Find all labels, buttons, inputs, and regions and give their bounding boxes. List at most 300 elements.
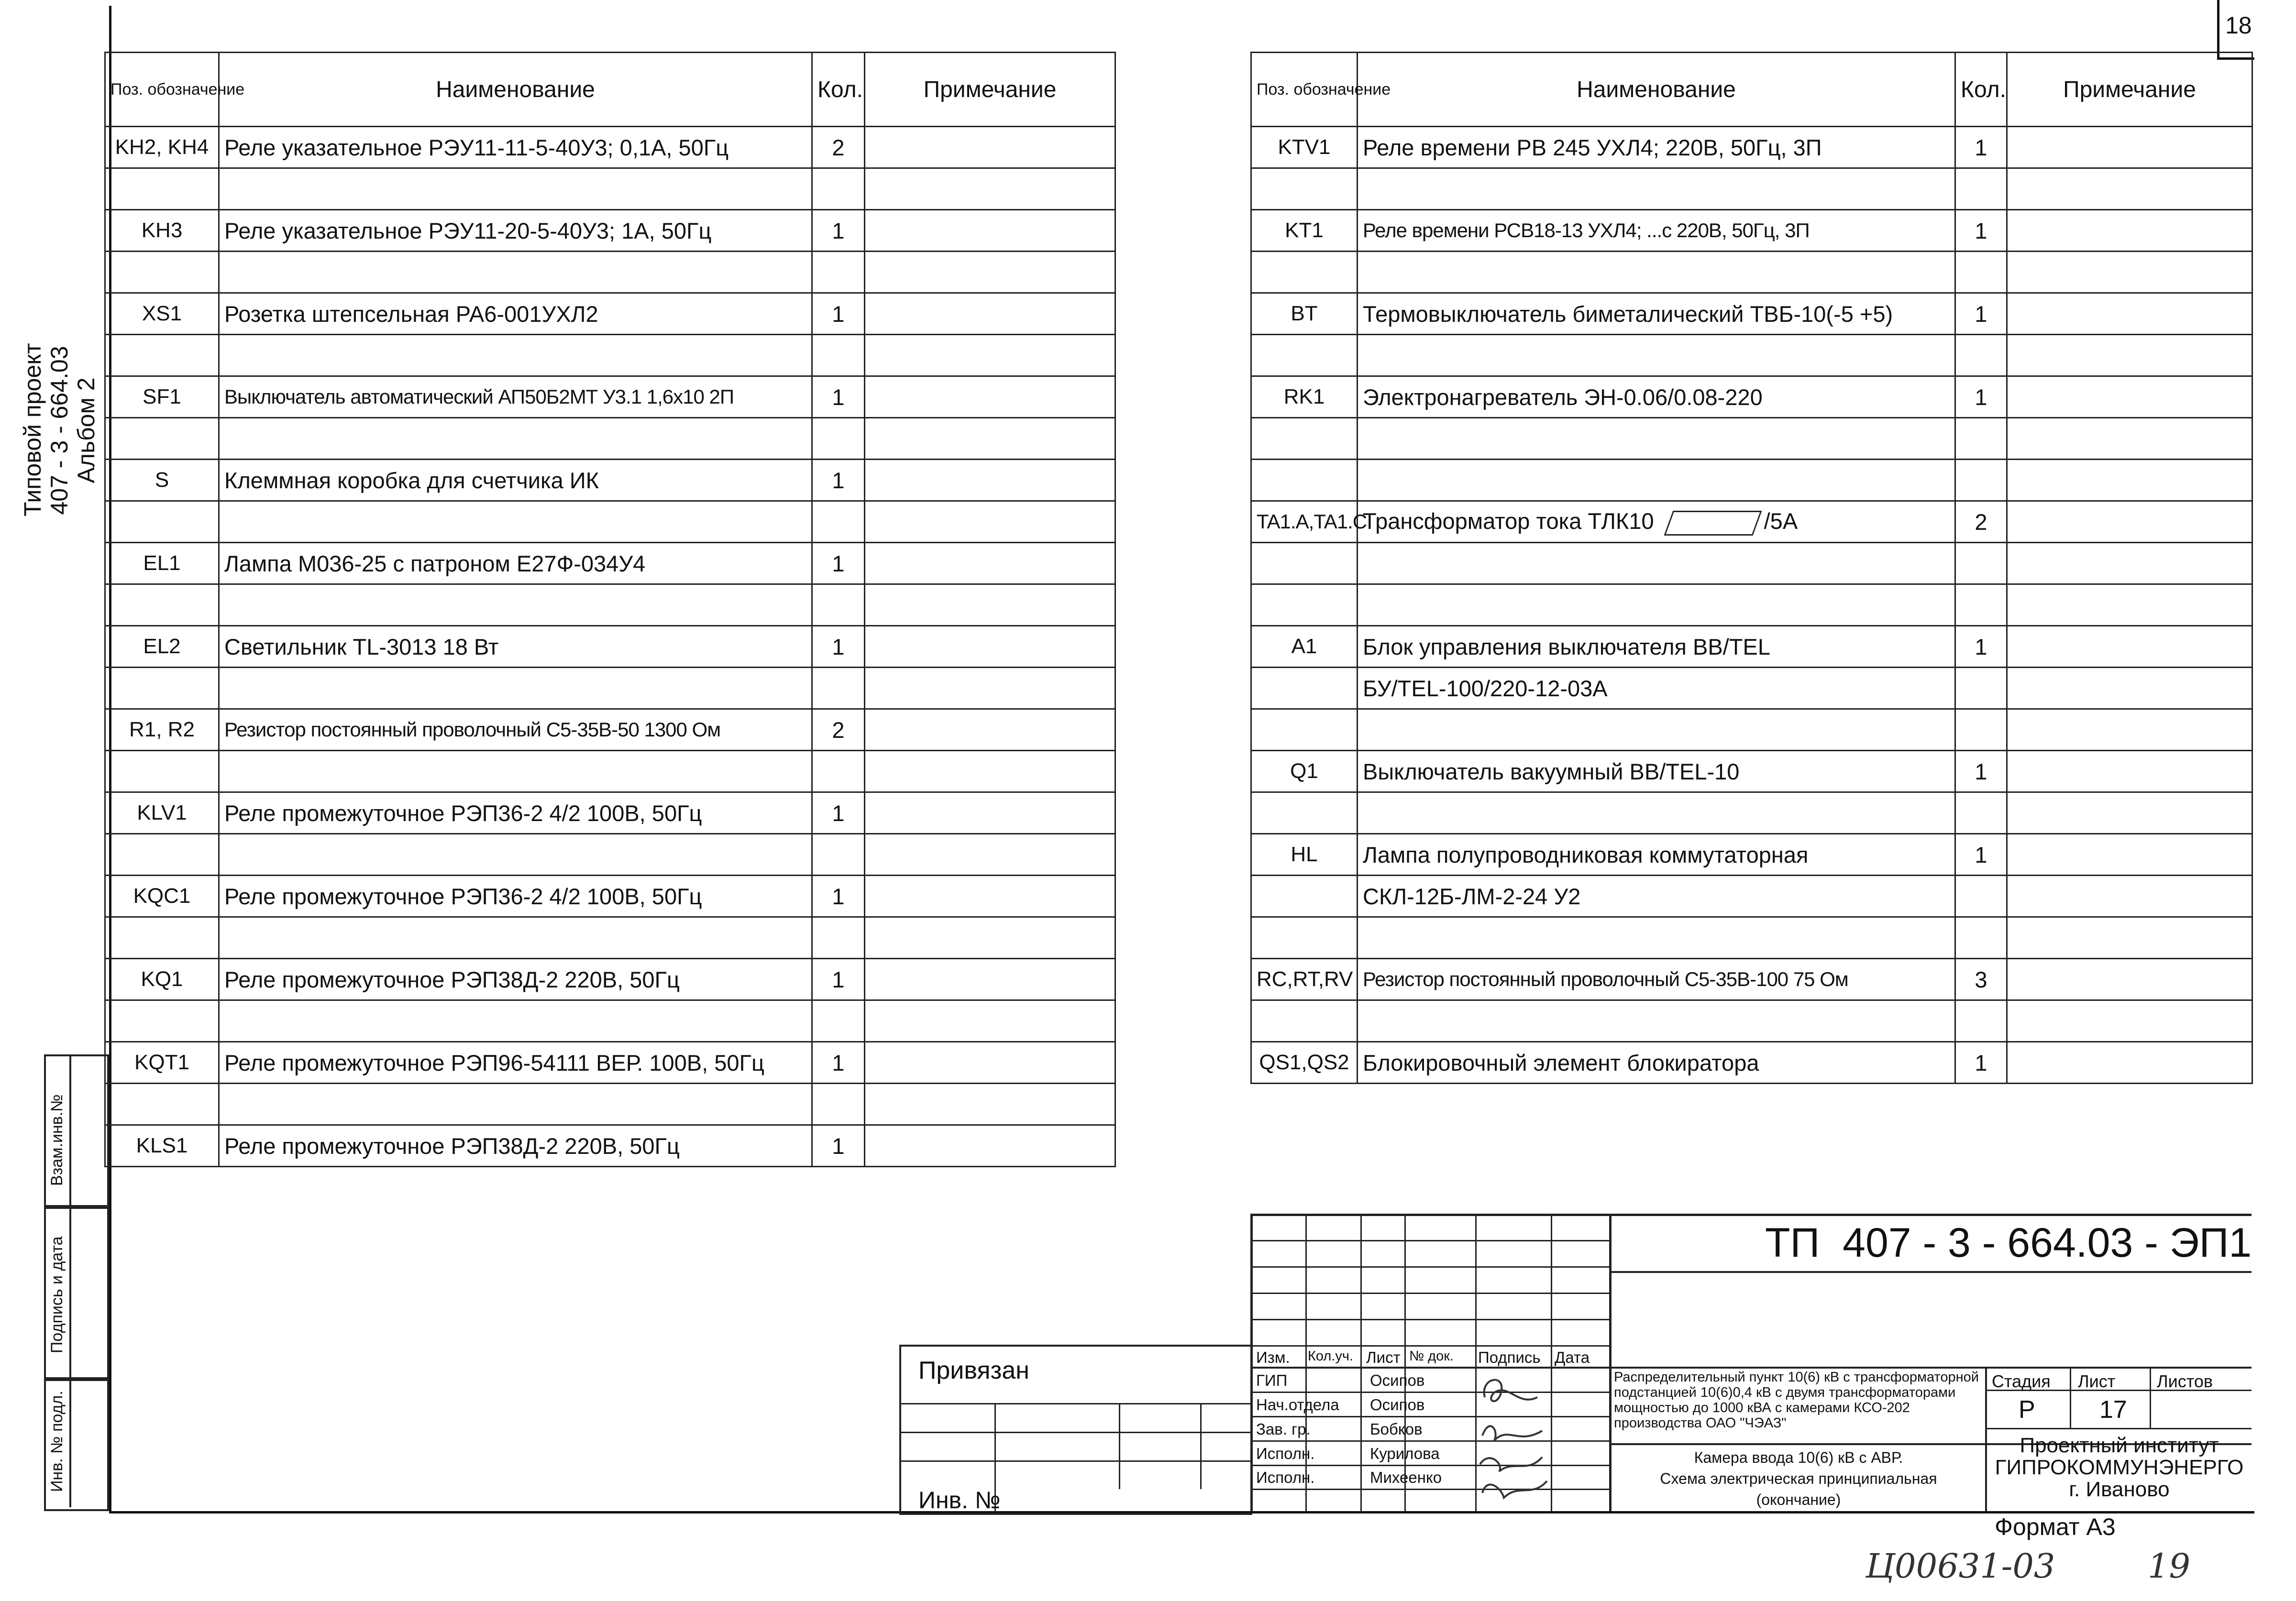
cell-name	[1358, 252, 1955, 293]
cell-qty: 1	[812, 1042, 865, 1084]
role-gip: ГИП	[1256, 1371, 1288, 1389]
table-row	[105, 834, 1115, 876]
table-row	[1251, 460, 2252, 501]
cell-pos: KLS1	[105, 1125, 219, 1167]
cell-qty: 2	[812, 127, 865, 168]
role-ispoln-2: Исполн.	[1256, 1469, 1315, 1486]
cell-note	[865, 543, 1115, 584]
cell-name	[1358, 1000, 1955, 1042]
cell-qty: 1	[1955, 834, 2007, 876]
sheet-description-line1: Камера ввода 10(6) кВ с АВР.	[1694, 1449, 1903, 1466]
cell-note	[865, 335, 1115, 376]
cell-qty: 1	[1955, 210, 2007, 252]
signature-3	[1480, 1457, 1542, 1471]
cell-note	[2007, 335, 2252, 376]
cell-pos	[105, 501, 219, 543]
cell-qty: 1	[1955, 127, 2007, 168]
table-row	[105, 959, 1115, 1000]
side-divider	[69, 1054, 71, 1507]
cell-note	[865, 792, 1115, 834]
table-row	[105, 501, 1115, 543]
cell-name: Реле времени РВ 245 УХЛ4; 220В, 50Гц, 3П	[1358, 127, 1955, 168]
cell-pos	[105, 168, 219, 210]
handwritten-page-number: 19	[2148, 1546, 2191, 1586]
table-row	[1251, 751, 2252, 792]
cell-pos	[1251, 709, 1358, 751]
col-label-kolуch: Кол.уч.	[1308, 1349, 1354, 1364]
cell-note	[865, 584, 1115, 626]
cell-name	[1358, 335, 1955, 376]
table-row	[105, 1125, 1115, 1167]
cell-qty	[812, 1084, 865, 1125]
table-row	[105, 127, 1115, 168]
cell-pos	[105, 252, 219, 293]
col-label-data: Дата	[1555, 1349, 1590, 1366]
table-row	[1251, 127, 2252, 168]
cell-qty	[812, 1000, 865, 1042]
cell-pos: EL2	[105, 626, 219, 668]
cell-pos	[105, 751, 219, 792]
sheet-description-line2: Схема электрическая принципиальная	[1660, 1470, 1937, 1487]
stamp-row	[1250, 1293, 1609, 1294]
organization-line3: г. Иваново	[2069, 1478, 2170, 1501]
cell-name	[219, 252, 812, 293]
table-row	[1251, 917, 2252, 959]
cell-name: Реле времени РСВ18-13 УХЛ4; ...с 220В, 50Гц, 3П	[1358, 210, 1955, 252]
name-5: Михеенко	[1370, 1469, 1442, 1486]
cell-note	[2007, 959, 2252, 1000]
privyazan-row	[901, 1403, 1252, 1404]
cell-note	[865, 876, 1115, 917]
cell-note	[2007, 917, 2252, 959]
cell-name: Реле промежуточное РЭП38Д-2 220В, 50Гц	[219, 959, 812, 1000]
cell-qty: 1	[812, 876, 865, 917]
cell-name: Реле указательное РЭУ11-20-5-40У3; 1А, 50Гц	[219, 210, 812, 252]
header-name: Наименование	[219, 53, 812, 127]
cell-name	[219, 917, 812, 959]
cell-name: Реле промежуточное РЭП36-2 4/2 100В, 50Гц	[219, 792, 812, 834]
cell-note	[865, 418, 1115, 460]
col-label-list: Лист	[1366, 1349, 1401, 1366]
stamp-row	[1250, 1367, 2252, 1369]
name-tail: /5А	[1764, 508, 1798, 534]
cell-note	[865, 460, 1115, 501]
cell-note	[2007, 834, 2252, 876]
cell-pos	[1251, 335, 1358, 376]
cell-note	[865, 127, 1115, 168]
cell-note	[2007, 293, 2252, 335]
cell-note	[865, 168, 1115, 210]
table-row	[105, 543, 1115, 584]
table-row	[1251, 335, 2252, 376]
table-row	[105, 460, 1115, 501]
cell-name: Выключатель автоматический АП50Б2МТ У3.1 1,6х10 2П	[219, 376, 812, 418]
table-row	[1251, 792, 2252, 834]
cell-note	[865, 626, 1115, 668]
stamp-col	[2150, 1367, 2151, 1429]
table-row	[105, 709, 1115, 751]
col-label-izm: Изм.	[1256, 1349, 1290, 1366]
cell-name: Реле промежуточное РЭП96-54111 ВЕР. 100В, 50Гц	[219, 1042, 812, 1084]
table-row	[1251, 543, 2252, 584]
cell-name: Розетка штепсельная РА6-001УХЛ2	[219, 293, 812, 335]
table-row	[105, 584, 1115, 626]
cell-name	[219, 751, 812, 792]
cell-pos: KQT1	[105, 1042, 219, 1084]
stamp-row	[1985, 1428, 2252, 1429]
cell-pos: KQ1	[105, 959, 219, 1000]
cell-name: Блок управления выключателя ВВ/TEL	[1358, 626, 1955, 668]
stamp-row	[1250, 1489, 1609, 1490]
cell-qty: 1	[1955, 751, 2007, 792]
cell-note	[865, 1084, 1115, 1125]
name-4: Курилова	[1370, 1445, 1440, 1462]
table-row	[105, 876, 1115, 917]
header-qty: Кол.	[1955, 53, 2007, 127]
cell-note	[865, 834, 1115, 876]
cell-note	[865, 668, 1115, 709]
cell-name	[1358, 792, 1955, 834]
role-ispoln-1: Исполн.	[1256, 1445, 1315, 1462]
cell-qty: 1	[812, 792, 865, 834]
cell-qty	[812, 252, 865, 293]
cell-note	[2007, 168, 2252, 210]
cell-note	[2007, 376, 2252, 418]
cell-qty	[1955, 168, 2007, 210]
organization-line1: Проектный институт	[2020, 1434, 2219, 1457]
page-number: 18	[2225, 12, 2252, 39]
cell-pos: Q1	[1251, 751, 1358, 792]
cell-name: Лампа М036-25 с патроном Е27Ф-034У4	[219, 543, 812, 584]
cell-qty: 1	[812, 293, 865, 335]
stage-value: Р	[2019, 1396, 2035, 1424]
stamp-row	[1250, 1266, 1609, 1268]
project-title-line2: 407 - 3 - 664.03	[46, 346, 73, 515]
cell-qty	[1955, 668, 2007, 709]
cell-pos: KH2, KH4	[105, 127, 219, 168]
cell-note	[2007, 1042, 2252, 1084]
signature-1	[1484, 1380, 1537, 1402]
cell-note	[2007, 876, 2252, 917]
cell-note	[865, 1125, 1115, 1167]
table-row	[1251, 501, 2252, 543]
table-row	[105, 293, 1115, 335]
table-header	[1251, 53, 2252, 127]
cell-qty: 1	[1955, 293, 2007, 335]
table-row	[105, 668, 1115, 709]
project-title-line3: Альбом 2	[73, 377, 99, 483]
name-text: Трансформатор тока ТЛК10	[1363, 508, 1654, 534]
table-row	[105, 626, 1115, 668]
name-3: Бобков	[1370, 1420, 1423, 1438]
cell-name: Реле промежуточное РЭП36-2 4/2 100В, 50Гц	[219, 876, 812, 917]
cell-qty: 1	[1955, 626, 2007, 668]
cell-name	[1358, 501, 1955, 543]
cell-name	[219, 418, 812, 460]
cell-qty	[812, 418, 865, 460]
cell-note	[2007, 543, 2252, 584]
right-spec-table	[1250, 52, 2253, 1084]
project-title-line1: Типовой проект	[19, 343, 46, 516]
cell-name	[1358, 168, 1955, 210]
stamp-row	[1250, 1440, 1609, 1442]
table-row	[105, 252, 1115, 293]
cell-qty	[1955, 252, 2007, 293]
table-row	[1251, 293, 2252, 335]
table-row	[1251, 210, 2252, 252]
cell-pos: A1	[1251, 626, 1358, 668]
stamp-row	[1250, 1465, 1609, 1466]
cell-pos	[1251, 668, 1358, 709]
cell-pos	[105, 917, 219, 959]
cell-qty: 1	[812, 460, 865, 501]
cell-pos	[105, 418, 219, 460]
table-row	[1251, 376, 2252, 418]
cell-name: Резистор постоянный проволочный С5-35В-50 1300 Ом	[219, 709, 812, 751]
cell-qty	[812, 917, 865, 959]
sheet-description	[1614, 1447, 1983, 1510]
inv-no-label: Инв. №	[918, 1487, 1001, 1513]
cell-note	[2007, 1000, 2252, 1042]
table-row	[105, 168, 1115, 210]
cell-note	[2007, 792, 2252, 834]
stamp-row	[1609, 1271, 2252, 1273]
cell-name	[219, 1084, 812, 1125]
cell-name: Клеммная коробка для счетчика ИК	[219, 460, 812, 501]
stamp-col	[1305, 1214, 1307, 1511]
stamp-row	[1250, 1240, 1609, 1241]
stamp-divider-main	[1609, 1214, 1612, 1511]
blank-ratio-field	[1664, 511, 1762, 536]
cell-qty: 1	[812, 210, 865, 252]
cell-name	[219, 584, 812, 626]
cell-name	[1358, 418, 1955, 460]
header-note: Примечание	[865, 53, 1115, 127]
cell-qty: 1	[812, 376, 865, 418]
signature-4	[1482, 1481, 1547, 1498]
privyazan-label: Привязан	[918, 1357, 1030, 1384]
stamp-row	[1250, 1319, 1609, 1320]
cell-qty	[1955, 709, 2007, 751]
cell-note	[865, 751, 1115, 792]
cell-pos: KT1	[1251, 210, 1358, 252]
lists-label: Листов	[2157, 1371, 2213, 1391]
list-value: 17	[2099, 1396, 2127, 1424]
title-block	[1250, 1214, 2252, 1511]
cell-qty	[1955, 543, 2007, 584]
stage-label: Стадия	[1992, 1371, 2051, 1391]
stamp-col	[1360, 1214, 1362, 1511]
cell-note	[865, 501, 1115, 543]
side-label-podpis: Подпись и дата	[48, 1236, 66, 1353]
cell-pos: KTV1	[1251, 127, 1358, 168]
header-qty: Кол.	[812, 53, 865, 127]
table-row	[1251, 959, 2252, 1000]
cell-name: БУ/TEL-100/220-12-03А	[1358, 668, 1955, 709]
cell-note	[865, 917, 1115, 959]
stamp-border-top	[1250, 1214, 2252, 1216]
cell-pos	[105, 1000, 219, 1042]
cell-note	[2007, 460, 2252, 501]
header-pos: Поз. обозначение	[1251, 53, 1358, 127]
cell-qty: 1	[812, 543, 865, 584]
cell-name: Выключатель вакуумный ВВ/TEL-10	[1358, 751, 1955, 792]
table-row	[105, 792, 1115, 834]
document-code: ТП 407 - 3 - 664.03 - ЭП1	[1765, 1220, 2252, 1266]
cell-name: Реле промежуточное РЭП38Д-2 220В, 50Гц	[219, 1125, 812, 1167]
cell-pos	[105, 1084, 219, 1125]
cell-qty: 1	[1955, 1042, 2007, 1084]
cell-name: СКЛ-12Б-ЛМ-2-24 У2	[1358, 876, 1955, 917]
cell-note	[865, 293, 1115, 335]
table-row	[105, 1084, 1115, 1125]
table-row	[1251, 876, 2252, 917]
cell-name: Реле указательное РЭУ11-11-5-40У3; 0,1А, 50Гц	[219, 127, 812, 168]
cell-name	[219, 1000, 812, 1042]
name-2: Осипов	[1370, 1396, 1425, 1414]
format-label: Формат А3	[1995, 1513, 2116, 1540]
cell-pos: R1, R2	[105, 709, 219, 751]
role-zav: Зав. гр.	[1256, 1420, 1311, 1438]
organization-line2: ГИПРОКОММУНЭНЕРГО	[1995, 1456, 2244, 1479]
cell-qty	[1955, 418, 2007, 460]
table-row	[1251, 168, 2252, 210]
cell-qty: 2	[1955, 501, 2007, 543]
cell-pos	[1251, 584, 1358, 626]
cell-qty: 1	[812, 1125, 865, 1167]
cell-note	[865, 210, 1115, 252]
table-row	[105, 210, 1115, 252]
cell-pos	[1251, 252, 1358, 293]
stamp-row	[1250, 1345, 1609, 1347]
cell-pos: RK1	[1251, 376, 1358, 418]
cell-name: Блокировочный элемент блокиратора	[1358, 1042, 1955, 1084]
col-label-podpis: Подпись	[1478, 1349, 1541, 1366]
cell-pos: EL1	[105, 543, 219, 584]
cell-note	[2007, 709, 2252, 751]
cell-name	[219, 501, 812, 543]
cell-name	[219, 168, 812, 210]
cell-pos	[105, 834, 219, 876]
cell-qty	[812, 751, 865, 792]
cell-note	[2007, 252, 2252, 293]
cell-qty: 1	[812, 959, 865, 1000]
cell-qty	[812, 168, 865, 210]
cell-pos	[1251, 418, 1358, 460]
table-row	[1251, 252, 2252, 293]
cell-name	[1358, 584, 1955, 626]
table-row	[1251, 1042, 2252, 1084]
cell-name: Лампа полупроводниковая коммутаторная	[1358, 834, 1955, 876]
cell-note	[865, 959, 1115, 1000]
cell-qty	[1955, 584, 2007, 626]
cell-pos: KH3	[105, 210, 219, 252]
cell-note	[2007, 501, 2252, 543]
table-row	[105, 335, 1115, 376]
sheet-description-line3: (окончание)	[1756, 1491, 1841, 1508]
cell-note	[2007, 751, 2252, 792]
table-row	[1251, 626, 2252, 668]
cell-note	[2007, 418, 2252, 460]
handwritten-archive-number: Ц00631-03	[1866, 1546, 2055, 1586]
cell-qty	[1955, 460, 2007, 501]
privyazan-block	[899, 1345, 1252, 1515]
cell-pos: KLV1	[105, 792, 219, 834]
cell-qty	[812, 501, 865, 543]
list-label: Лист	[2078, 1371, 2116, 1391]
cell-note	[865, 709, 1115, 751]
cell-name: Светильник TL-3013 18 Вт	[219, 626, 812, 668]
cell-pos	[1251, 543, 1358, 584]
cell-note	[2007, 127, 2252, 168]
cell-pos: RC,RT,RV	[1251, 959, 1358, 1000]
privyazan-row	[901, 1432, 1252, 1433]
cell-pos	[1251, 168, 1358, 210]
header-note: Примечание	[2007, 53, 2252, 127]
cell-qty	[1955, 792, 2007, 834]
cell-pos	[105, 668, 219, 709]
signatures	[1475, 1369, 1552, 1511]
cell-pos: HL	[1251, 834, 1358, 876]
table-row	[1251, 584, 2252, 626]
page-number-box	[2217, 0, 2254, 60]
privyazan-row	[901, 1460, 1252, 1462]
cell-qty: 1	[812, 626, 865, 668]
cell-note	[2007, 210, 2252, 252]
table-row	[105, 1000, 1115, 1042]
table-row	[1251, 668, 2252, 709]
cell-note	[865, 1042, 1115, 1084]
cell-qty	[812, 584, 865, 626]
cell-qty	[812, 834, 865, 876]
cell-pos	[1251, 1000, 1358, 1042]
cell-pos	[1251, 876, 1358, 917]
table-row	[105, 751, 1115, 792]
header-name: Наименование	[1358, 53, 1955, 127]
stamp-row	[1250, 1416, 1609, 1417]
cell-name: Электронагреватель ЭН-0.06/0.08-220	[1358, 376, 1955, 418]
cell-note	[2007, 584, 2252, 626]
cell-qty	[812, 668, 865, 709]
privyazan-col	[1200, 1403, 1202, 1489]
cell-qty	[1955, 876, 2007, 917]
cell-pos	[105, 584, 219, 626]
cell-pos: QS1,QS2	[1251, 1042, 1358, 1084]
table-row	[1251, 418, 2252, 460]
table-row	[105, 1042, 1115, 1084]
cell-pos: S	[105, 460, 219, 501]
cell-pos: XS1	[105, 293, 219, 335]
cell-pos	[1251, 917, 1358, 959]
cell-qty	[1955, 1000, 2007, 1042]
cell-pos: BT	[1251, 293, 1358, 335]
cell-qty	[812, 335, 865, 376]
cell-name: Термовыключатель биметалический ТВБ-10(-5 +5)	[1358, 293, 1955, 335]
stamp-row	[1250, 1392, 1609, 1393]
cell-pos: TA1.A,TA1.C	[1251, 501, 1358, 543]
cell-pos	[105, 335, 219, 376]
col-label-doc: № док.	[1409, 1349, 1454, 1364]
stamp-col	[1404, 1214, 1406, 1511]
cell-name	[219, 668, 812, 709]
side-label-inv: Инв. № подл.	[48, 1391, 66, 1492]
cell-note	[865, 252, 1115, 293]
table-row	[105, 418, 1115, 460]
table-row	[1251, 834, 2252, 876]
privyazan-col	[1119, 1403, 1120, 1489]
cell-name	[1358, 460, 1955, 501]
cell-qty: 1	[1955, 376, 2007, 418]
